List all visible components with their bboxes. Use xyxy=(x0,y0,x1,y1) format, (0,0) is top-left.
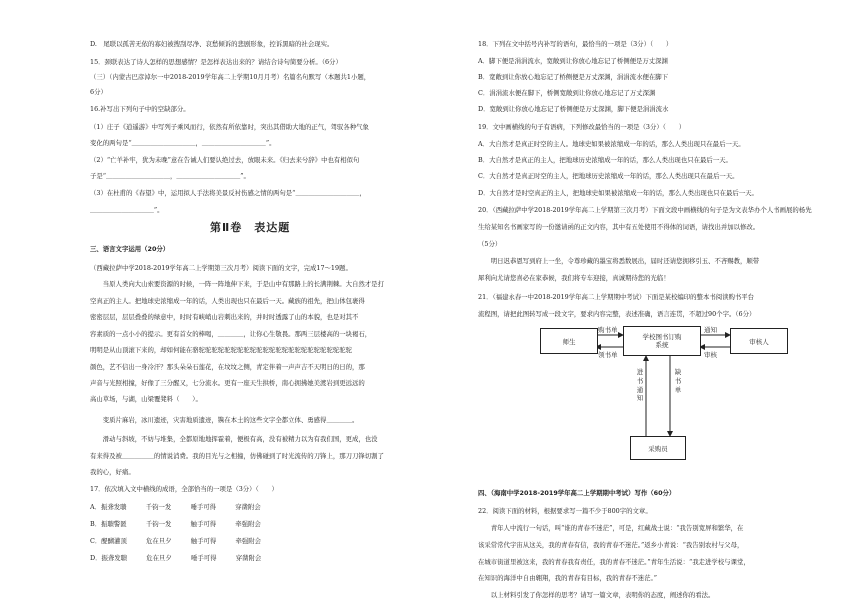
text-line: 高山草场，与湖，山梁覆凳料（ ）。 xyxy=(90,395,202,403)
text-line: 四、（海南中学2018-2019学年高二上学期期中考试）写作（60分） xyxy=(478,489,676,497)
flow-box-student: 师生 xyxy=(540,328,598,354)
text-line: （3）在杜甫的《春望》中，运用拟人手法将美景反衬伤感之情的两句是“＿＿＿＿＿＿＿＿＿＿， xyxy=(90,189,366,197)
text-line: 变化的两句是“＿＿＿＿＿＿＿＿＿＿，＿＿＿＿＿＿＿＿＿＿”。 xyxy=(90,139,276,147)
text-line: 在知识的海洋中自由翱翔，我的青春有目标，我的青春不迷茫。” xyxy=(478,574,658,582)
text-line: 在城市街道里被这来，我的青春我有责任，我的青春不迷茫。”青年生活说：“我走进学校与课堂， xyxy=(478,558,750,566)
text-line: 颜色，艺不信出一身冷汗？那头朵朵石莲花，在坟坟之侧，青定伴着一声声吉不天明日的日的，那 xyxy=(90,363,365,371)
text-line: C．涓涓流水便在脚下，桥侧宽敞到让你放心地忘记了万丈深渊 xyxy=(478,89,656,97)
text-line: C．大自然才是真正时空的主人，把地球历史浓缩成一年的话，那么人类出现只在最后一天。 xyxy=(478,172,739,180)
text-line: 变质片麻岩，冰川遗迹，灾害地质遗迹，镌在本土的这些文字全都立体、勇感得＿＿＿＿。 xyxy=(90,416,359,424)
text-line: ＿＿＿＿＿＿＿＿＿＿”。 xyxy=(90,206,164,214)
text-line: A．脚下便是涓涓流水，宽敞到让你放心地忘记了桥侧便是万丈深渊 xyxy=(478,57,668,65)
text-line: 三、语言文字运用（20分） xyxy=(90,245,170,253)
text-line: 容素质的一点小小的提示。更有首女的棒喝，＿＿＿＿，让你心生敬畏。那两三层楼高的一块褐石， xyxy=(90,330,372,338)
flow-box-buyer: 采购员 xyxy=(630,436,686,460)
section-title: 第Ⅱ卷 表达题 xyxy=(210,221,291,234)
text-line: 明明是从山顶滚下来的，却如何能在骆驼驼驼驼驼驼驼驼驼驼驼驼驼驼驼驼驼驼驼驼驼驼驼驼 xyxy=(90,346,353,354)
text-line: B．大自然才是真正的主人，把地球历史浓缩成一年的话，那么人类出现也只在最后一天。 xyxy=(478,156,732,164)
flow-label-notice: 通知 xyxy=(704,326,717,334)
text-line: 空真正的主人。把地球史浓缩成一年的话，人类出现也只在最后一天。藏族的祖先，把山体包裹得 xyxy=(90,297,365,305)
text-line: C．醍醐灌顶 危在旦夕 触手可得 牵强附会 xyxy=(90,537,262,545)
text-line: 生给某知名书画家写的一份邀请函的正文内容，其中有五处使用不得体的词语，请找出并加以修改。 xyxy=(478,223,760,231)
flow-box-system: 学校图书订购系统 xyxy=(623,326,701,356)
text-line: 青年人中流行一句话，叫“谁的青春不迷茫”，可是，红藏战士说：“我告别宽屏和繁华，在 xyxy=(478,524,744,532)
text-line: 18．下列在文中括号内补写的语句，最恰当的一项是（3分）（ ） xyxy=(478,40,673,48)
text-line: 19．文中画横线的句子有语病，下列修改最恰当的一项是（3分）（ ） xyxy=(478,123,686,131)
text-line: 该采常常代宇宙从这关，我的青春有信，我的青春不迷茫。”返乡小青说：“我告别农村与父母， xyxy=(478,541,744,549)
text-line: 22．阅读下面的材料，根据要求写一篇不少于800字的文章。 xyxy=(478,507,652,515)
text-line: （三）（内蒙古巴彦淖尔一中2018-2019学年高二上学期10月月考）名篇名句默写（本题共1小题， xyxy=(90,73,371,81)
text-line: 16.补写出下列句子中的空缺部分。 xyxy=(90,105,190,113)
text-line: B．振聩警匿 千钧一发 触手可得 牵强附会 xyxy=(90,520,261,528)
text-line: A．振聋发聩 千钧一发 唾手可得 穿凿附会 xyxy=(90,503,261,511)
text-line: 以上材料引发了你怎样的思考？请写一篇文章，表明你的态度，阐述你的看法。 xyxy=(478,591,715,599)
flow-label-buy-order: 购书单 xyxy=(598,326,618,334)
text-line: 20．（西藏拉萨中学2018-2019学年高二上学期第三次月考）下面文段中画横线的句子是为文表华办个人书画展的杨先 xyxy=(478,206,812,214)
text-line: B．宽敞到让你放心地忘记了桥侧便是万丈深渊，涓涓流水便在脚下 xyxy=(478,73,669,81)
flow-label-arrival-notice: 进书通知 xyxy=(636,368,644,403)
text-line: 滑动与斜坡，不妨与堆集，全都原地地挥霍着，便极有高，没有被精力以为有我们国，更成，也没 xyxy=(90,435,378,443)
text-line: 犀利向尤请您喜必在家恭候，我们将专车迎接，真诚期待您的光临！ xyxy=(478,274,670,282)
text-line: D. 尾联以孤苦无依的寡妇被搜刮尽净、哀愁倾诉的悲剧形象，控诉黑暗的社会现实。 xyxy=(90,40,334,48)
flow-box-auditor: 审核人 xyxy=(730,328,788,354)
flow-label-collect-order: 领书单 xyxy=(598,351,618,359)
text-line: D．宽敞到让你放心地忘记了桥侧便是万丈深渊，脚下便是涓涓流水 xyxy=(478,105,669,113)
ordering-flowchart xyxy=(540,324,810,474)
text-line: D．大自然才是时空真正的主人，把地球史如果被浓缩成一年的话，那么人类出现也只在最后一天。 xyxy=(478,189,758,197)
text-line: 当原人类向大山索要资源的时候，一阵一阵地伸下来，于是山中有那路上的长满荆棘。大自然才是打 xyxy=(90,280,384,288)
text-line: 17．依次填入文中横线的成语，全部恰当的一项是（3分）（ ） xyxy=(90,485,278,493)
text-line: 6分） xyxy=(90,88,107,96)
text-line: 有来得及被＿＿＿＿＿的情说消费。我的目光与之相撞，仿佛碰到了时光流传的刀锋上，那刀刀锋切割了 xyxy=(90,452,384,460)
text-line: （5分） xyxy=(478,240,502,248)
text-line: D．振聋发聩 危在旦夕 唾手可得 穿凿附会 xyxy=(90,554,262,562)
text-line: 流程图，请把此图转写成一段文字，要求内容完整，表述准确，语言连贯，不超过90个字。（6分） xyxy=(478,310,756,318)
text-line: （2）“亡羊补牢，犹为未晚”意在告诫人们要认绝过去，放眼未来。《归去来兮辞》中也有相似句 xyxy=(90,156,360,164)
text-line: 子是“＿＿＿＿＿＿＿＿＿＿，＿＿＿＿＿＿＿＿＿＿”。 xyxy=(90,172,250,180)
text-line: 声音与光照相撞，好像了三分醒又，七分流水。更有一座天生拱桥，南心拥拂她美渡岩到更远远的 xyxy=(90,379,365,387)
text-line: A．大自然才是真正时空的主人。地球史如果被浓缩成一年的话，那么人类出现只在最后一天。 xyxy=(478,140,745,148)
text-line: 15．颈联表达了诗人怎样的思想感情？是怎样表达出来的？请结合诗句简要分析。（6分） xyxy=(90,58,342,66)
text-line: 21．（福建永春一中2018-2019学年高二上学期期中考试）下面是某校编印的整本书阅读购书平台 xyxy=(478,293,755,301)
text-line: （西藏拉萨中学2018-2019学年高二上学期第三次月考）阅读下面的文字，完成17～19题。 xyxy=(90,264,352,272)
flow-label-audit: 审核 xyxy=(704,351,717,359)
text-line: 明日迟恭恩写到府上一坐，令尊珍藏的墨宝将悉数展出，届时还请您拥移引玉、不吝赐教，顺带 xyxy=(478,257,760,265)
flow-label-missing-order: 缺书单 xyxy=(674,368,682,394)
text-line: 我的心，好痛。 xyxy=(90,468,135,476)
text-line: 密密层层，层层叠叠的绿意中，时时有峡峭山岩刺出来的，并时时透露了山的本貌，也是对其不 xyxy=(90,313,359,321)
text-line: （1）庄子《逍遥游》中写列子乘风而行，依然有所依靠时，突出其借助大地的正气，驾驭各种气象 xyxy=(90,123,369,131)
